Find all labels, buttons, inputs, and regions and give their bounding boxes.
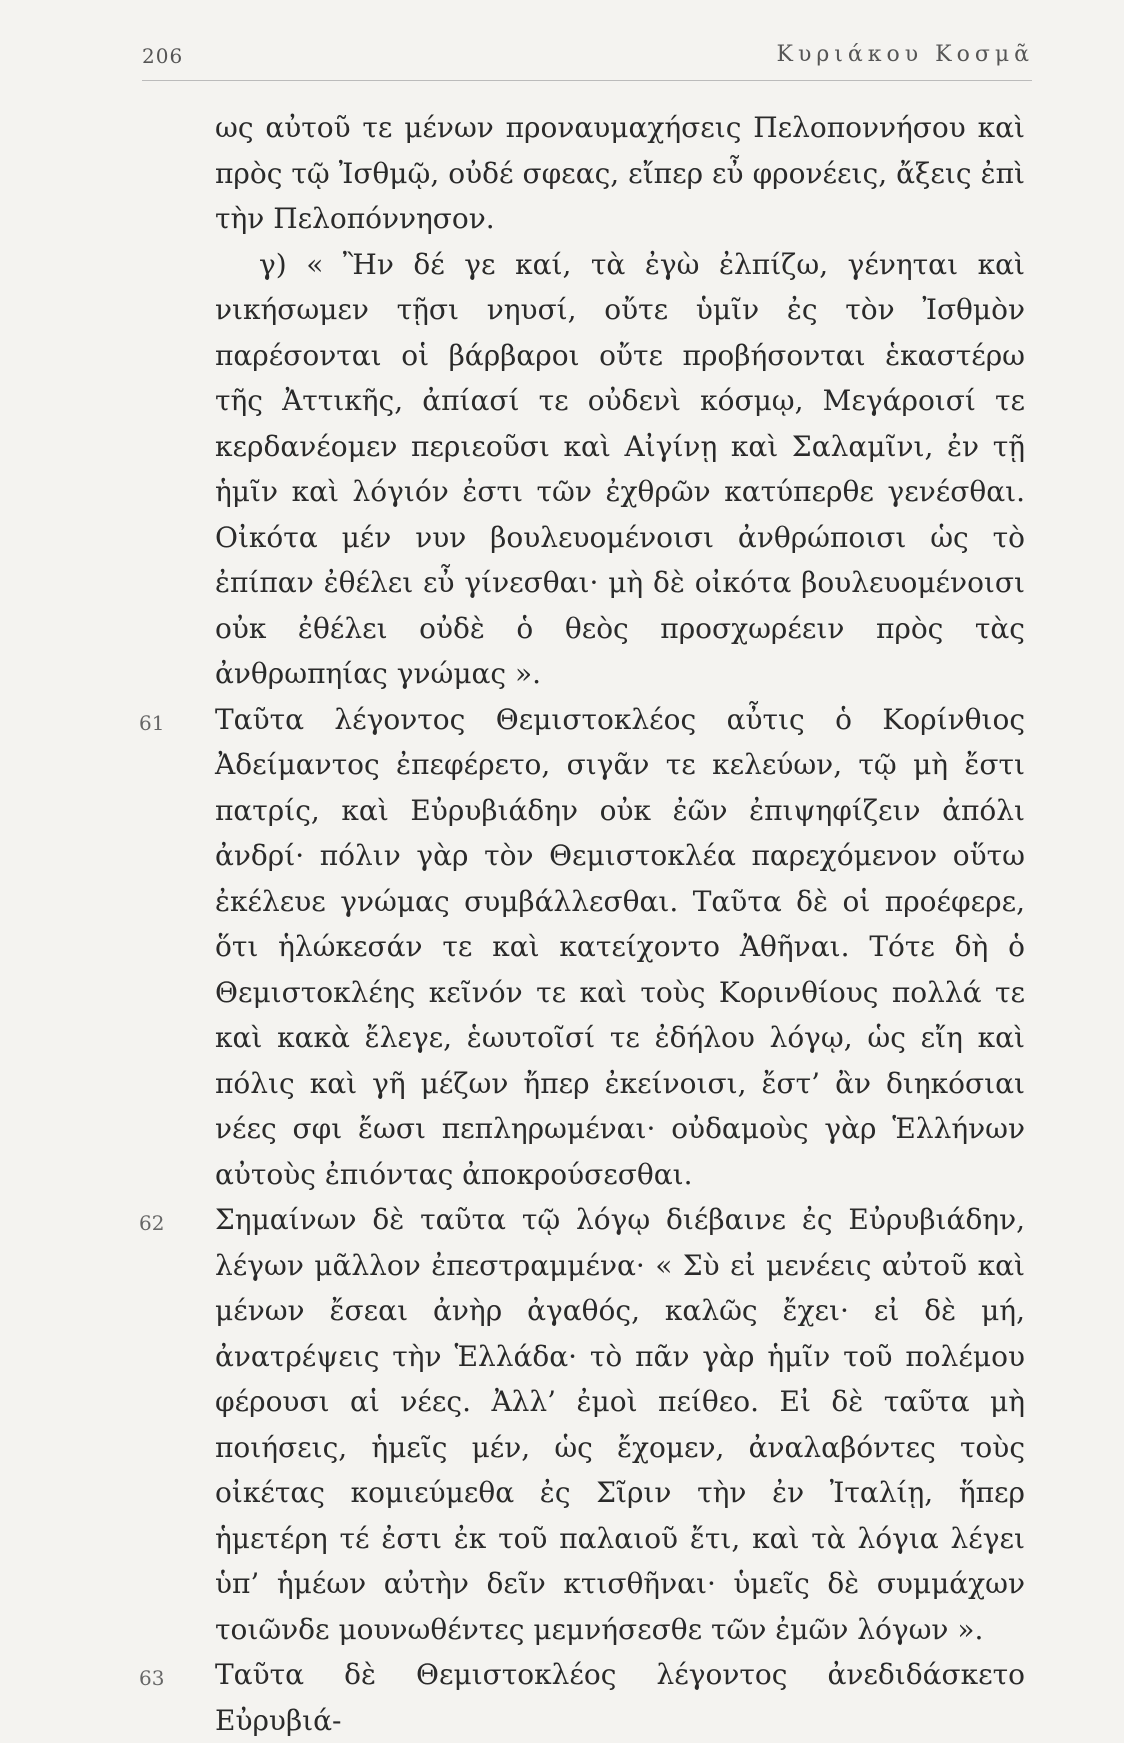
paragraph-text: γ) « Ἢν δέ γε καί, τὰ ἐγὼ ἐλπίζω, γένηται καὶ νικήσωμεν τῇσι νηυσί, οὔτε ὑμῖν ἐς τὸν Ἰσθμὸν παρέσονται οἱ βάρβαροι οὔτε προβήσονται ἑκαστέρω τῆς Ἀττικῆς, ἀπίασί τε οὐδενὶ κόσμῳ, Μεγάροισί τε κερδανέομεν περιεοῦσι καὶ Αἰγίνῃ καὶ Σαλαμῖνι, ἐν τῇ ἡμῖν καὶ λόγιόν ἐστι τῶν ἐχθρῶν κατύπερθε γενέσθαι. Οἰκότα μέν νυν βουλευομένοισι ἀνθρώποισι ὡς τὸ ἐπίπαν ἐθέλει εὖ γίνεσθαι· μὴ δὲ οἰκότα βουλευομένοισι οὐκ ἐθέλει οὐδὲ ὁ θεὸς προσχωρέειν πρὸς τὰς ἀνθρωπηίας γνώμας ». [215, 247, 1025, 690]
header-rule [142, 80, 1032, 81]
section-number: 62 [139, 1211, 165, 1235]
section-number: 63 [139, 1666, 165, 1690]
paragraph-text: Σημαίνων δὲ ταῦτα τῷ λόγῳ διέβαινε ἐς Εὐρυβιάδην, λέγων μᾶλλον ἐπεστραμμένα· « Σὺ εἰ μενέεις αὐτοῦ καὶ μένων ἔσεαι ἀνὴρ ἀγαθός, καλῶς ἔχει· εἰ δὲ μή, ἀνατρέψεις τὴν Ἑλλάδα· τὸ πᾶν γὰρ ἡμῖν τοῦ πολέμου φέρουσι αἱ νέες. Ἀλλ’ ἐμοὶ πείθεο. Εἰ δὲ ταῦτα μὴ ποιήσεις, ἡμεῖς μέν, ὡς ἔχομεν, ἀναλαβόντες τοὺς οἰκέτας κομιεύμεθα ἐς Σῖριν τὴν ἐν Ἰταλίῃ, ἥπερ ἡμετέρη τέ ἐστι ἐκ τοῦ παλαιοῦ ἔτι, καὶ τὰ λόγια λέγει ὑπ’ ἡμέων αὐτὴν δεῖν κτισθῆναι· ὑμεῖς δὲ συμμάχων τοιῶνδε μουνωθέντες μεμνήσεσθε τῶν ἐμῶν λόγων ». [215, 1203, 1025, 1646]
paragraph-text: ως αὐτοῦ τε μένων προναυμαχήσεις Πελοποννήσου καὶ πρὸς τῷ Ἰσθμῷ, οὐδέ σφεας, εἴπερ εὖ φρονέεις, ἄξεις ἐπὶ τὴν Πελοπόννησον. [215, 111, 1025, 235]
paragraph-gamma [215, 242, 1025, 697]
page-header [142, 40, 1034, 80]
paragraph-62 [139, 1197, 1025, 1652]
paragraph-text: Ταῦτα δὲ Θεμιστοκλέος λέγοντος ἀνεδιδάσκετο Εὐρυβιά- [215, 1658, 1025, 1737]
page-number: 206 [142, 44, 184, 68]
body-text [139, 105, 1025, 1743]
paragraph-continuation [215, 105, 1025, 242]
paragraph-text: Ταῦτα λέγοντος Θεμιστοκλέος αὖτις ὁ Κορίνθιος Ἀδείμαντος ἐπεφέρετο, σιγᾶν τε κελεύων, τῷ μὴ ἔστι πατρίς, καὶ Εὐρυβιάδην οὐκ ἐῶν ἐπιψηφίζειν ἀπόλι ἀνδρί· πόλιν γὰρ τὸν Θεμιστοκλέα παρεχόμενον οὕτω ἐκέλευε γνώμας συμβάλλεσθαι. Ταῦτα δὲ οἱ προέφερε, ὅτι ἡλώκεσάν τε καὶ κατείχοντο Ἀθῆναι. Τότε δὴ ὁ Θεμιστοκλέης κεῖνόν τε καὶ τοὺς Κορινθίους πολλά τε καὶ κακὰ ἔλεγε, ἑωυτοῖσί τε ἐδήλου λόγῳ, ὡς εἴη καὶ πόλις καὶ γῆ μέζων ἤπερ ἐκείνοισι, ἔστ’ ἂν διηκόσιαι νέες σφι ἔωσι πεπληρωμέναι· οὐδαμοὺς γὰρ Ἑλλήνων αὐτοὺς ἐπιόντας ἀποκρούσεσθαι. [215, 702, 1025, 1191]
section-number: 61 [139, 710, 165, 735]
paragraph-63 [139, 1652, 1025, 1743]
running-head: Κυριάκου Κοσμᾶ [776, 42, 1034, 67]
paragraph-61 [139, 697, 1025, 1198]
